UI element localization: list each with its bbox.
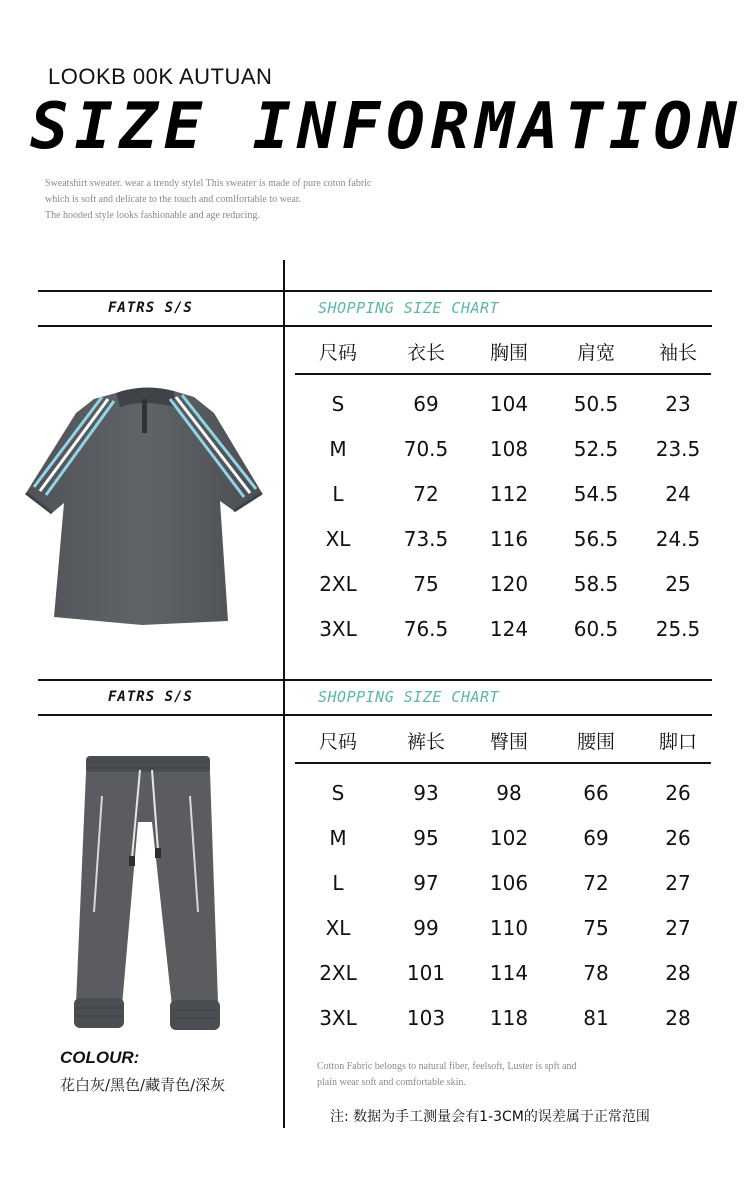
divider-line <box>38 714 712 716</box>
cell: 27 <box>665 915 691 940</box>
cell: 3XL <box>319 616 357 641</box>
table-row <box>295 381 711 426</box>
colour-title: COLOUR: <box>60 1048 140 1067</box>
cell: 81 <box>583 1005 609 1030</box>
cell: 101 <box>406 960 446 985</box>
description-line: which is soft and delicate to the touch and comlfortable to wear. <box>45 194 302 205</box>
column-divider <box>283 260 285 1128</box>
header-waist: 腰围 <box>576 730 615 753</box>
cell: 50.5 <box>573 391 619 416</box>
cell: 110 <box>489 915 529 940</box>
size-chart-label-bottom: SHOPPING SIZE CHART <box>318 688 500 706</box>
cell: 72 <box>413 481 439 506</box>
cell: 69 <box>583 825 609 850</box>
cell: M <box>329 825 347 850</box>
section-label-bottom: FATRS S/S <box>108 689 193 705</box>
header-chest: 胸围 <box>489 341 528 364</box>
table-row <box>295 995 711 1040</box>
table-row <box>295 815 711 860</box>
description-line: The hooded style looks fashionable and age reducing. <box>45 210 260 221</box>
divider-line <box>38 290 712 292</box>
table-row <box>295 905 711 950</box>
divider-line <box>38 325 712 327</box>
cell: 60.5 <box>573 616 619 641</box>
cell: S <box>331 391 345 416</box>
cell: 112 <box>489 481 529 506</box>
cell: 93 <box>413 780 439 805</box>
cell: 75 <box>583 915 609 940</box>
fabric-note <box>317 1059 647 1091</box>
cell: 114 <box>489 960 529 985</box>
measurement-note: 注: 数据为手工测量会有1-3CM的误差属于正常范围 <box>330 1109 650 1125</box>
cell: S <box>331 780 345 805</box>
cell: 75 <box>413 571 439 596</box>
table-row <box>295 950 711 995</box>
cell: 26 <box>665 780 691 805</box>
cell: 26 <box>665 825 691 850</box>
cell: 2XL <box>319 571 357 596</box>
page-title: SIZE INFORMATION <box>30 90 743 164</box>
header-pant-length: 裤长 <box>406 730 445 753</box>
cell: 104 <box>489 391 529 416</box>
cell: 24.5 <box>655 526 701 551</box>
cell: 72 <box>583 870 609 895</box>
cell: 70.5 <box>403 436 449 461</box>
cell: XL <box>325 526 351 551</box>
cell: M <box>329 436 347 461</box>
cell: 120 <box>489 571 529 596</box>
cell: XL <box>325 915 351 940</box>
cell: 95 <box>413 825 439 850</box>
header-leg-opening: 脚口 <box>658 730 697 753</box>
tshirt-image <box>24 385 264 630</box>
header-size: 尺码 <box>318 341 357 364</box>
cell: 27 <box>665 870 691 895</box>
cell: 118 <box>489 1005 529 1030</box>
cell: 103 <box>406 1005 446 1030</box>
cell: 28 <box>665 1005 691 1030</box>
cell: 116 <box>489 526 529 551</box>
cell: 73.5 <box>403 526 449 551</box>
description <box>45 176 465 224</box>
cell: 56.5 <box>573 526 619 551</box>
cell: 106 <box>489 870 529 895</box>
table-row <box>295 471 711 516</box>
cell: 76.5 <box>403 616 449 641</box>
cell: 23.5 <box>655 436 701 461</box>
cell: 54.5 <box>573 481 619 506</box>
divider-line <box>38 679 712 681</box>
size-chart-label-top: SHOPPING SIZE CHART <box>318 299 500 317</box>
fabric-note-line: plain wear soft and comfortable skin. <box>317 1077 466 1088</box>
cell: 69 <box>413 391 439 416</box>
cell: 102 <box>489 825 529 850</box>
table-row <box>295 606 711 651</box>
cell: 28 <box>665 960 691 985</box>
cell: 52.5 <box>573 436 619 461</box>
description-line: Sweatshirt sweater. wear a trendy stylel This sweater is made of pure coton fabric <box>45 178 372 189</box>
cell: 66 <box>583 780 609 805</box>
top-size-table <box>295 329 711 651</box>
pants-size-table <box>295 718 711 1040</box>
cell: 108 <box>489 436 529 461</box>
fabric-note-line: Cotton Fabric belongs to natural fiber, feelsoft, Luster is spft and <box>317 1061 577 1072</box>
cell: 23 <box>665 391 691 416</box>
pants-image <box>72 752 222 1037</box>
table-header-row <box>295 718 711 763</box>
cell: 97 <box>413 870 439 895</box>
cell: 99 <box>413 915 439 940</box>
table-row <box>295 426 711 471</box>
cell: 24 <box>665 481 691 506</box>
cell: 2XL <box>319 960 357 985</box>
cell: L <box>332 870 344 895</box>
header-sleeve: 袖长 <box>658 341 697 364</box>
cell: 124 <box>489 616 529 641</box>
cell: L <box>332 481 344 506</box>
cell: 58.5 <box>573 571 619 596</box>
cell: 3XL <box>319 1005 357 1030</box>
colour-options: 花白灰/黑色/藏青色/深灰 <box>60 1076 226 1094</box>
table-row <box>295 770 711 815</box>
header-length: 衣长 <box>406 341 445 364</box>
table-row <box>295 516 711 561</box>
table-row <box>295 860 711 905</box>
brand-name: LOOKB 00K AUTUAN <box>48 64 273 89</box>
cell: 25 <box>665 571 691 596</box>
cell: 78 <box>583 960 609 985</box>
header-hip: 臀围 <box>489 730 528 753</box>
header-size: 尺码 <box>318 730 357 753</box>
table-row <box>295 561 711 606</box>
table-header-row <box>295 329 711 374</box>
cell: 98 <box>496 780 522 805</box>
section-label-top: FATRS S/S <box>108 300 193 316</box>
cell: 25.5 <box>655 616 701 641</box>
header-shoulder: 肩宽 <box>576 341 615 364</box>
